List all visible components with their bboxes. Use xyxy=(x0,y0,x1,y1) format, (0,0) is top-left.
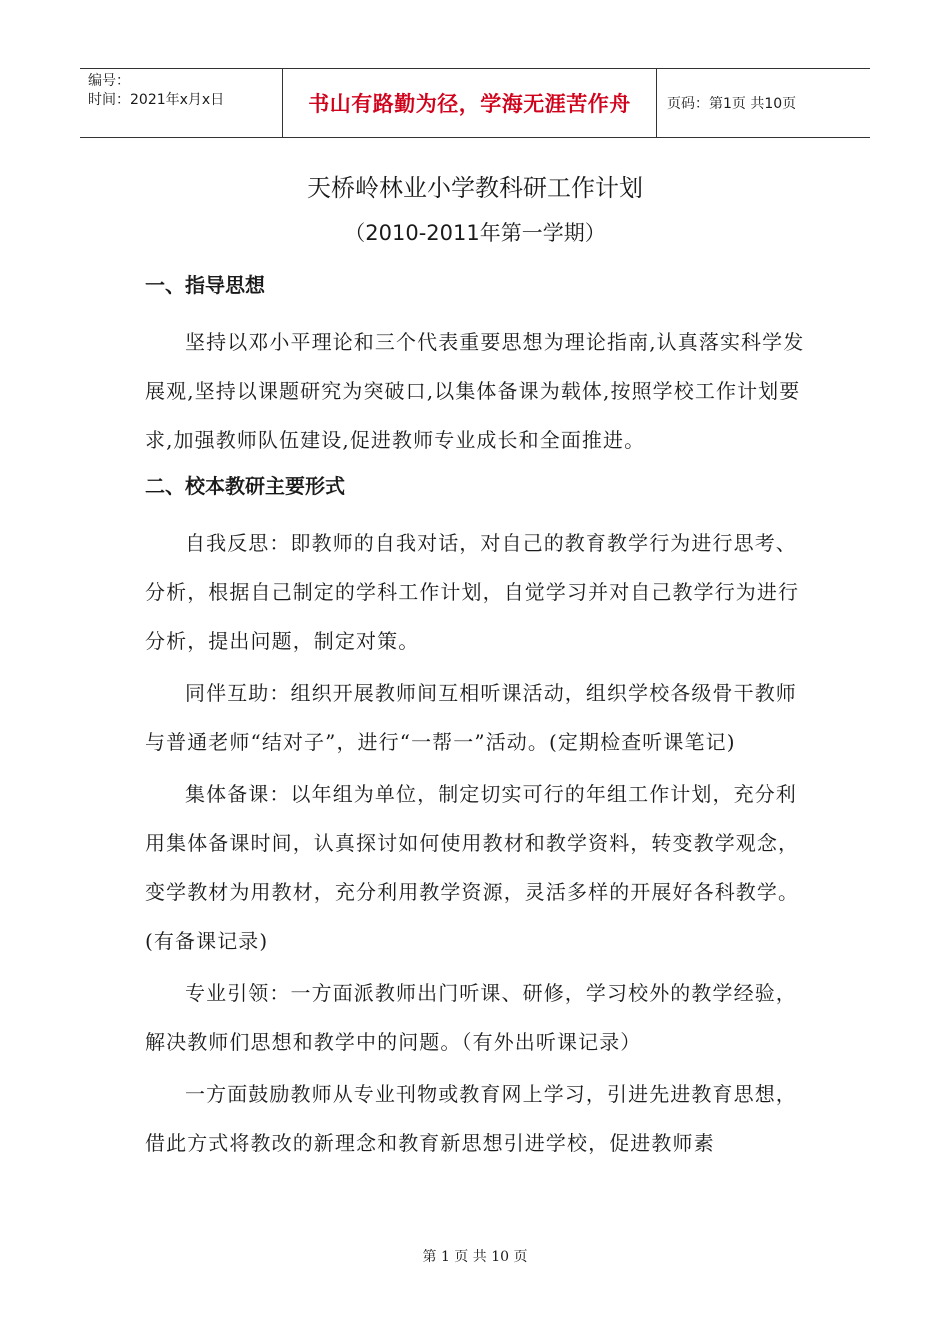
serial-number-label: 编号： xyxy=(88,73,130,89)
header-meta xyxy=(80,69,283,137)
document-title: 天桥岭林业小学教科研工作计划 xyxy=(307,174,643,202)
paragraph-professional-guidance: 专业引领：一方面派教师出门听课、研修，学习校外的教学经验，解决教师们思想和教学中的问题。（有外出听课记录） xyxy=(145,981,797,1054)
page-footer: 第 1 页 共 10 页 xyxy=(422,1249,528,1265)
section-heading-guiding-ideology: 一、指导思想 xyxy=(145,273,265,297)
document-body xyxy=(145,268,809,1171)
date-label: 时间：2021年x月x日 xyxy=(88,92,225,108)
paragraph-self-study: 一方面鼓励教师从专业刊物或教育网上学习，引进先进教育思想，借此方式将教改的新理念和教育新思想引进学校，促进教师素 xyxy=(145,1082,797,1155)
header-page-info: 页码：第1页 共10页 xyxy=(667,96,797,112)
paragraph-group-lesson-prep: 集体备课：以年组为单位，制定切实可行的年组工作计划，充分利用集体备课时间，认真探讨如何使用教材和教学资料，转变教学观念，变学教材为用教材，充分利用教学资源，灵活多样的开展好各科教学。(有备课记录) xyxy=(145,782,800,953)
paragraph-peer-assistance: 同伴互助：组织开展教师间互相听课活动，组织学校各级骨干教师与普通老师“结对子”，进行“一帮一”活动。(定期检查听课笔记) xyxy=(145,681,797,754)
section-heading-research-forms: 二、校本教研主要形式 xyxy=(145,474,345,498)
page-header xyxy=(80,68,870,138)
document-subtitle: （2010-2011年第一学期） xyxy=(344,221,606,245)
paragraph-guiding-ideology: 坚持以邓小平理论和三个代表重要思想为理论指南,认真落实科学发展观,坚持以课题研究为突破口,以集体备课为载体,按照学校工作计划要求,加强教师队伍建设,促进教师专业成长和全面推进。 xyxy=(145,330,805,452)
header-motto: 书山有路勤为径，学海无涯苦作舟 xyxy=(283,69,657,137)
paragraph-self-reflection: 自我反思：即教师的自我对话，对自己的教育教学行为进行思考、分析，根据自己制定的学科工作计划，自觉学习并对自己教学行为进行分析，提出问题，制定对策。 xyxy=(145,531,800,653)
